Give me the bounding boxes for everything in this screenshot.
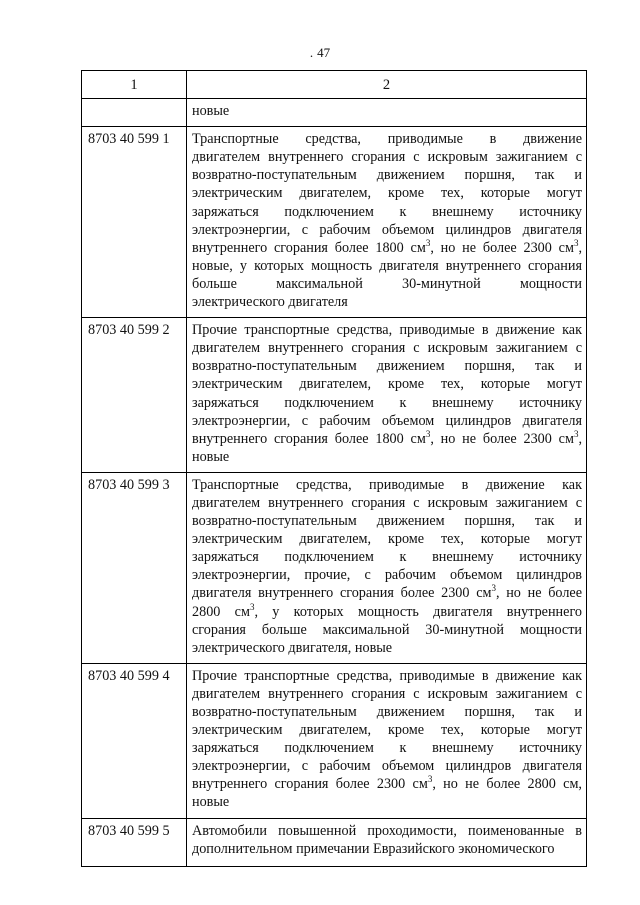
description-line: внутреннего сгорания более 1800 $см^3$, но не более 2300 $см^3$, [192, 428, 582, 447]
column-header-1: 1 [82, 71, 187, 99]
description-line: Автомобили повышенной проходимости, поименованные в [192, 822, 582, 839]
description-line: электроэнергии, прочие, с рабочим объемом цилиндров [192, 567, 582, 584]
description-line: заряжаться подключением к внешнему источнику [192, 549, 582, 566]
description-line: Прочие транспортные средства, приводимые в движение как [192, 322, 582, 339]
table-row [82, 318, 587, 473]
description-line: электрическим двигателем, кроме тех, которые могут [192, 531, 582, 548]
description-line: электрического двигателя, новые [192, 639, 393, 656]
tariff-code: 8703 40 599 1 [82, 127, 187, 318]
table-row [82, 818, 587, 866]
description-line: сгорания больше максимальной 30-минутной мощности [192, 621, 582, 638]
description-line: возвратно-поступательным движением поршня, так и [192, 167, 582, 184]
description-line: больше максимальной 30-минутной мощности [192, 275, 582, 292]
description-line: двигателем внутреннего сгорания с искровым зажиганием с [192, 494, 582, 511]
description-line: 2800 $см^3$, у которых мощность двигателя внутреннего [192, 601, 582, 620]
description-line: электроэнергии, с рабочим объемом цилиндров двигателя [192, 221, 582, 238]
description-line: Транспортные средства, приводимые в движение [192, 131, 582, 148]
tariff-description [187, 818, 587, 866]
table-row [82, 472, 587, 663]
description-line: двигателем внутреннего сгорания с искровым зажиганием с [192, 340, 582, 357]
tariff-code: 8703 40 599 3 [82, 472, 187, 663]
continuation-row [82, 99, 587, 127]
continuation-text: новые [187, 99, 587, 127]
description-line: новые, у которых мощность двигателя внутреннего сгорания [192, 257, 582, 274]
tariff-code: 8703 40 599 5 [82, 818, 187, 866]
tariff-description [187, 663, 587, 818]
description-line: возвратно-поступательным движением поршня, так и [192, 704, 582, 720]
description-line: новые [192, 448, 230, 465]
description-line: двигателем внутреннего сгорания с искровым зажиганием с [192, 685, 582, 702]
description-line: электроэнергии, с рабочим объемом цилиндров двигателя [192, 412, 582, 429]
column-header-2: 2 [187, 71, 587, 99]
description-line: электрическим двигателем, кроме тех, которые могут [192, 376, 582, 393]
table-row [82, 663, 587, 818]
description-line: электрическим двигателем, кроме тех, которые могут [192, 722, 582, 739]
description-line: электрическим двигателем, кроме тех, которые могут [192, 185, 582, 202]
tariff-code: 8703 40 599 4 [82, 663, 187, 818]
description-line: внутреннего сгорания более 1800 $см^3$, но не более 2300 $см^3$, [192, 237, 582, 256]
table-header-row [82, 71, 587, 99]
description-line: электроэнергии, с рабочим объемом цилиндров двигателя [192, 758, 582, 775]
description-line: электрического двигателя [192, 294, 348, 311]
tariff-description [187, 127, 587, 318]
description-line: двигателя внутреннего сгорания более 2300 $см^3$, но не более [192, 583, 582, 602]
page-number [0, 45, 640, 61]
description-line: Транспортные средства, приводимые в движение как [192, 476, 582, 493]
tariff-description [187, 318, 587, 473]
tariff-code: 8703 40 599 2 [82, 318, 187, 473]
table-row [82, 127, 587, 318]
description-line: возвратно-поступательным движением поршня, так и [192, 513, 582, 530]
description-line: внутреннего сгорания более 2300 $см^3$, но не более 2800 см, [192, 774, 582, 793]
description-line: заряжаться подключением к внешнему источнику [192, 740, 582, 757]
tariff-table [81, 70, 587, 867]
description-line: новые [192, 794, 230, 811]
description-line: заряжаться подключением к внешнему источнику [192, 394, 582, 411]
description-line: возвратно-поступательным движением поршня, так и [192, 358, 582, 375]
tariff-description [187, 472, 587, 663]
page-number-mark: . [309, 45, 314, 60]
description-line: Прочие транспортные средства, приводимые в движение как [192, 667, 582, 684]
description-line: заряжаться подключением к внешнему источнику [192, 203, 582, 220]
description-line: дополнительном примечании Евразийского экономического [192, 840, 555, 857]
continuation-code-cell [82, 99, 187, 127]
description-line: двигателем внутреннего сгорания с искровым зажиганием с [192, 149, 582, 166]
page-number-value: 47 [317, 45, 331, 60]
